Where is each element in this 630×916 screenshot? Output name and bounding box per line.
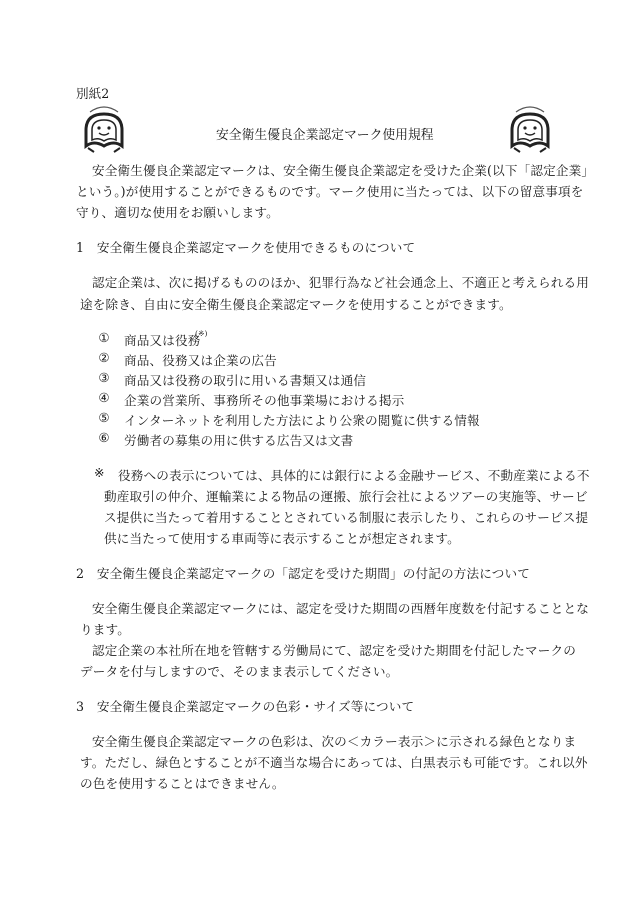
list-item-text: 労働者の募集の用に供する広告又は文書	[124, 433, 354, 448]
logo-right	[506, 100, 554, 154]
section-paragraph-line: の色を使用することはできません。	[80, 776, 285, 791]
section-paragraph-line: 認定企業は、次に掲げるもののほか、犯罪行為など社会通念上、不適正と考えられる用	[92, 275, 590, 290]
intro-line: 安全衛生優良企業認定マークは、安全衛生優良企業認定を受けた企業(以下「認定企業」	[92, 163, 595, 178]
list-item-note-ref: (※)	[195, 329, 208, 338]
section-paragraph-line: 安全衛生優良企業認定マークの色彩は、次の＜カラー表示＞に示される緑色となりま	[92, 734, 577, 749]
list-item-text: 企業の営業所、事務所その他事業場における掲示	[124, 393, 405, 408]
list-item-number: ⑤	[98, 410, 110, 425]
list-item-number: ⑥	[98, 430, 110, 445]
section-paragraph-line: ります。	[80, 622, 130, 637]
section-paragraph-line: データを付与しますので、そのまま表示してください。	[80, 664, 399, 679]
list-item-text: 商品、役務又は企業の広告	[124, 353, 277, 368]
section-heading: 1 安全衛生優良企業認定マークを使用できるものについて	[76, 240, 416, 255]
section-paragraph-line: す。ただし、緑色とすることが不適当な場合にあっては、白黒表示も可能です。これ以外	[80, 755, 588, 770]
list-item-text: インターネットを利用した方法により公衆の閲覧に供する情報	[124, 413, 480, 428]
list-item-text: 商品又は役務	[124, 333, 201, 348]
section-heading: 3 安全衛生優良企業認定マークの色彩・サイズ等について	[76, 699, 415, 714]
list-item-text: 商品又は役務の取引に用いる書類又は通信	[124, 373, 367, 388]
intro-line: という。)が使用することができるものです。マーク使用に当たっては、以下の留意事項を	[76, 184, 584, 199]
note-line: ス提供に当たって着用することとされている制服に表示したり、これらのサービス提	[104, 510, 589, 525]
attachment-label: 別紙2	[76, 86, 110, 101]
note-line: 動産取引の仲介、運輸業による物品の運搬、旅行会社によるツアーの実施等、サービ	[104, 489, 588, 504]
note-line: 供に当たって使用する車両等に表示することが想定されます。	[104, 531, 460, 546]
section-heading: 2 安全衛生優良企業認定マークの「認定を受けた期間」の付記の方法について	[76, 566, 530, 581]
section-paragraph-line: 途を除き、自由に安全衛生優良企業認定マークを使用することができます。	[80, 297, 512, 312]
section-paragraph-line: 安全衛生優良企業認定マークには、認定を受けた期間の西暦年度数を付記することとな	[92, 601, 590, 616]
list-item-number: ②	[98, 350, 110, 365]
logo-left	[80, 100, 128, 154]
safety-mark-icon	[506, 100, 554, 154]
safety-mark-icon	[80, 100, 128, 154]
list-item-number: ①	[98, 330, 110, 345]
note-mark: ※	[94, 465, 105, 480]
list-item-number: ③	[98, 370, 110, 385]
document-title: 安全衛生優良企業認定マーク使用規程	[216, 128, 434, 143]
list-item-number: ④	[98, 390, 110, 405]
section-paragraph-line: 認定企業の本社所在地を管轄する労働局にて、認定を受けた期間を付記したマークの	[92, 643, 577, 658]
note-line: 役務への表示については、具体的には銀行による金融サービス、不動産業による不	[118, 468, 590, 483]
intro-line: 守り、適切な使用をお願いします。	[76, 205, 279, 220]
